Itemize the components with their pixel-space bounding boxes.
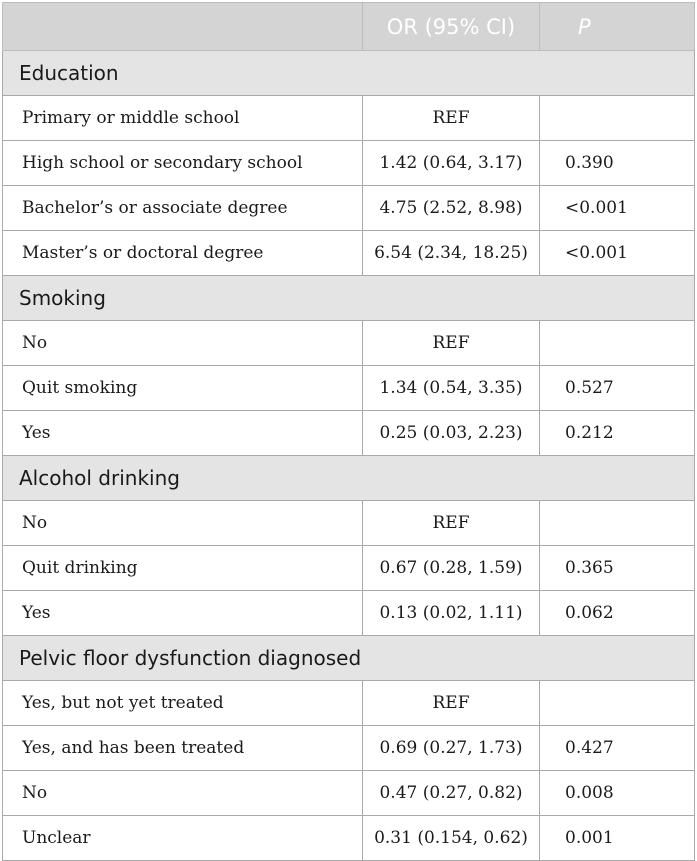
row-p: 0.365: [540, 546, 695, 591]
row-p: 0.527: [540, 366, 695, 411]
row-p: <0.001: [540, 231, 695, 276]
section-header-alcohol: [3, 456, 695, 501]
header-or-ci: OR (95% CI): [363, 3, 540, 51]
row-or: 0.69 (0.27, 1.73): [363, 726, 540, 771]
row-or: 0.31 (0.154, 0.62): [363, 816, 540, 861]
table-row: [3, 546, 695, 591]
table-row: [3, 726, 695, 771]
row-or: 0.47 (0.27, 0.82): [363, 771, 540, 816]
row-label: Yes, and has been treated: [3, 726, 363, 771]
row-label: No: [3, 501, 363, 546]
row-label: No: [3, 321, 363, 366]
row-label: Bachelor’s or associate degree: [3, 186, 363, 231]
row-p: 0.062: [540, 591, 695, 636]
table-row: [3, 411, 695, 456]
section-header-education: [3, 51, 695, 96]
row-label: Yes, but not yet treated: [3, 681, 363, 726]
table-row: [3, 321, 695, 366]
section-title: Education: [3, 51, 695, 96]
table-row: [3, 231, 695, 276]
table-row: [3, 771, 695, 816]
row-label: Master’s or doctoral degree: [3, 231, 363, 276]
table-row: [3, 501, 695, 546]
row-p: [540, 681, 695, 726]
section-header-pelvic-floor: [3, 636, 695, 681]
section-title: Smoking: [3, 276, 695, 321]
row-or: 0.13 (0.02, 1.11): [363, 591, 540, 636]
row-p: 0.212: [540, 411, 695, 456]
row-p: <0.001: [540, 186, 695, 231]
row-label: Yes: [3, 411, 363, 456]
row-label: High school or secondary school: [3, 141, 363, 186]
section-header-smoking: [3, 276, 695, 321]
row-p: [540, 501, 695, 546]
section-title: Pelvic floor dysfunction diagnosed: [3, 636, 695, 681]
table-row: [3, 591, 695, 636]
table-row: [3, 816, 695, 861]
row-label: Yes: [3, 591, 363, 636]
row-label: Quit drinking: [3, 546, 363, 591]
row-label: Quit smoking: [3, 366, 363, 411]
row-or: 1.34 (0.54, 3.35): [363, 366, 540, 411]
header-p-value: P: [540, 3, 695, 51]
section-title: Alcohol drinking: [3, 456, 695, 501]
row-or: 0.25 (0.03, 2.23): [363, 411, 540, 456]
row-or: 0.67 (0.28, 1.59): [363, 546, 540, 591]
row-p: 0.390: [540, 141, 695, 186]
table-row: [3, 141, 695, 186]
row-label: No: [3, 771, 363, 816]
row-or: 4.75 (2.52, 8.98): [363, 186, 540, 231]
table-row: [3, 186, 695, 231]
row-p: [540, 321, 695, 366]
row-p: 0.008: [540, 771, 695, 816]
row-p: 0.001: [540, 816, 695, 861]
odds-ratio-table: [2, 2, 695, 861]
row-or: 1.42 (0.64, 3.17): [363, 141, 540, 186]
table-row: [3, 96, 695, 141]
table-row: [3, 366, 695, 411]
header-row: [3, 3, 695, 51]
row-p: 0.427: [540, 726, 695, 771]
row-or: REF: [363, 681, 540, 726]
row-p: [540, 96, 695, 141]
row-or: 6.54 (2.34, 18.25): [363, 231, 540, 276]
table-row: [3, 681, 695, 726]
header-variable: [3, 3, 363, 51]
row-or: REF: [363, 96, 540, 141]
row-label: Primary or middle school: [3, 96, 363, 141]
row-or: REF: [363, 501, 540, 546]
table-body: [3, 3, 695, 861]
row-or: REF: [363, 321, 540, 366]
row-label: Unclear: [3, 816, 363, 861]
